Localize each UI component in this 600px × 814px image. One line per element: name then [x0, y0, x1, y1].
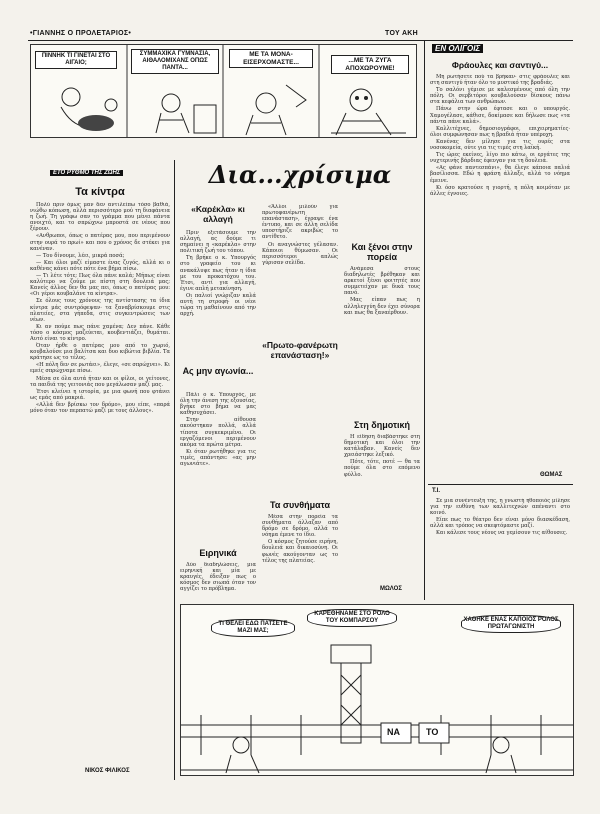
left-paragraph: Σε όλους τους χρόνους της αντίστασης τα ίδια κίντρα μάς συντρόφεψαν· τα ξαναβρίσκουμε στις πλατείες, στα γήπεδα, στις συγκεντρώσεις των νέων. — [30, 298, 170, 323]
center-paragraph: Πριν εξετάσουμε την αλλαγή, ας δούμε τι σημαίνει η «καρέκλα» στην πολιτική ζωή του τόπου. — [180, 230, 256, 255]
center-section4-title: Τα συνθήματα — [270, 500, 330, 510]
center-paragraph: Μας είπαν πως η αλληλεγγύη δεν έχει σύνορα και πως θα ξαναέρθουν. — [344, 297, 420, 316]
comic-panel1-bubble: ΠΙΝΝΗΚ ΤΙ ΓΙΝΕΤΑΙ ΣΤΟ ΑΙΓΑΙΟ; — [35, 51, 117, 69]
left-paragraph: — Τι λέτε τότε; Πως όλα πάνε καλά; Μήπως είναι καλύτερο να ζούμε με πίστη στη δουλειά μας; Κανείς άλλος δεν θα μας πει, όπως ο πατέρας μου: «Οι γέροι κουβαλάνε τα κίντρα». — [30, 273, 170, 298]
center-paragraph: Οι παλιοί γνώριζαν καλά αυτή τη στροφή· οι νέοι τώρα τη μαθαίνουν από την αρχή. — [180, 292, 256, 318]
right-box-paragraph: Σε μια συνέντευξη της, η γνωστή ηθοποιός μίλησε για την ευθύνη των καλλιτεχνών απέναντι στο κοινό. — [430, 498, 570, 517]
left-paragraph: Έτσι κλείνει η ιστορία, με μια φωνή που φτάνει ως εμάς από μακριά. — [30, 388, 170, 401]
right-paragraph: Τις ώρες εκείνες, λίγο πιο κάτω, οι εργάτες της νυχτερινής βάρδιας έφευγαν για τη δουλειά. — [430, 152, 570, 165]
right-column-label: ΕΝ ΟΛΙΓΟΙΣ — [432, 44, 483, 53]
masthead-rule — [28, 40, 573, 41]
cartoon-bubble-center: ΚΑΡΕΘΗΝΑΜΕ ΣΤΟ ΡΟΛΟ ΤΟΥ ΚΟΜΠΑΡΣΟΥ — [307, 609, 397, 627]
center-section2-text — [180, 392, 256, 542]
center-paragraph: Δύο διαδηλώσεις, μια ειρηνική και μία με κραυγές, έδειξαν πως ο κόσμος δεν σιωπά όταν τον αγγίζει το πρόβλημα. — [180, 562, 256, 593]
comic-panel3-bubble: ΜΕ ΤΑ ΜΟΝΑ-ΕΙΣΕΡΧΟΜΑΣΤΕ... — [229, 49, 313, 68]
cartoon-sign-right: ΤΟ — [426, 727, 439, 737]
right-paragraph: Το σαλόνι γέμισε με καλεσμένους από όλη την πόλη. Οι σερβιτόροι κουβαλούσαν δίσκους πάνω στα κεφάλια των ανθρώπων. — [430, 87, 570, 106]
center-section7-title: Στη δημοτική — [353, 420, 410, 430]
center-section5-title: Και ξένοι στην πορεία — [351, 242, 413, 262]
center-paragraph: Κι όταν ρωτήθηκε για τις τιμές, απάντησε: «ας μην αγωνιάτε». — [180, 448, 256, 468]
cartoon-bubble-left: ΤΙ ΘΕΛΕΙ ΕΔΩ ΠΑΤΣΕΤΕ ΜΑΖΙ ΜΑΣ; — [211, 619, 295, 637]
left-column-title: Τα κίντρα — [75, 186, 125, 198]
center-paragraph: Η είδηση διαβάστηκε στη δημοτική και όλοι την κατάλαβαν. Κανείς δεν χρειάστηκε λεξικό. — [344, 434, 420, 459]
center-section1-title: «Καρέκλα» κι αλλαγή — [191, 204, 245, 224]
center-paragraph: Στην αίθουσα ακούστηκαν πολλά, αλλά τίποτα συγκεκριμένο. Οι εργαζόμενοι περιμένουν ακόμα τα πρώτα μέτρα. — [180, 417, 256, 448]
center-section3-title: Ειρηνικά — [199, 548, 237, 558]
right-box-label: Τ.Ι. — [432, 488, 441, 494]
left-column-label: ΕΤΟ ΡΥΘΜΟ ΤΗΣ ΖΩΗΣ — [50, 170, 123, 176]
right-paragraph: Μη ρωτήσετε πού τα βρήκαν· στις φράουλες και στη σαντιγύ ήταν όλο το μυστικό της βραδιάς. — [430, 74, 570, 87]
masthead-right: ΤΟΥ ΑΚΗ — [385, 30, 419, 37]
comic-panel4-bubble: ...ΜΕ ΤΑ ΖΥΓΑ ΑΠΟΧΩΡΟΥΜΕ! — [331, 55, 409, 74]
right-paragraph: Κι όσο κρατούσε η γιορτή, η πόλη κοιμόταν με άλλες έγνοιες. — [430, 184, 570, 197]
right-paragraph: Καλλιτέχνες, δημοσιογράφοι, επιχειρηματίες· όλοι συμφώνησαν πως η βραδιά ήταν υπέροχη. — [430, 125, 570, 138]
center-section5-text — [344, 266, 420, 336]
right-column-text — [430, 74, 570, 474]
center-paragraph: Μέσα στην πορεία τα συνθήματα άλλαζαν από δρόμο σε δρόμο, αλλά το νόημα έμενε το ίδιο. — [262, 514, 338, 539]
center-paragraph: Οι αναγνώστες γέλασαν. Κάποιοι θύμωσαν. Οι περισσότεροι απλώς γύρισαν σελίδα. — [262, 241, 338, 266]
column-rule-right — [424, 40, 425, 600]
bottom-cartoon — [180, 604, 574, 776]
left-paragraph: — Και όλοι μαζί είμαστε ένας ζυγός, αλλά κι ο καθένας κάνει πότε πότε ένα βήμα πίσω. — [30, 259, 170, 272]
left-paragraph: Κι αν πούμε πως πάνε χαμένα; Δεν πάνε. Κάθε τόσο ο κόσμος μαζεύεται, κουβεντιάζει, θυμάται. Αυτό είναι το κίντρο. — [30, 323, 170, 342]
center-banner: Δια...χρίσιμα — [208, 160, 392, 189]
cartoon-bubble-right: ΧΑΘΗΚΕ ΕΝΑΣ ΚΑΠΟΙΟΣ ΡΟΛΟΣ ΠΡΩΤΑΓΩΝΙΣΤΗ — [461, 615, 561, 633]
center-paragraph: «Άλλοι μιλούν για πρωτοφανέρωτη επανάσταση», έγραψε ένα έντυπο, και σε άλλη σελίδα υποστήριζε ακριβώς το αντίθετο. — [262, 204, 338, 241]
left-column-text — [30, 202, 170, 764]
right-column-signature: ΘΩΜΑΣ — [540, 472, 563, 478]
left-paragraph: Πολύ πριν όμως μαν δεν αντιλείπω τόσο βαθιά, νιώθω κόπωση, αλλά περισσότερο μού τη διαφάνεια η ζωή. Τη γράφω σαν το γράμμα που μένει πάντα ανοιχτό, και το σπρώχνω μπροστά σε νέους που ξέρουν. — [30, 202, 170, 233]
comic-strip — [30, 44, 417, 138]
center-paragraph: Ανάμεσα στους διαδηλωτές βρέθηκαν και αρκετοί ξένοι φοιτητές που συμμετείχαν με δικά τους πανό. — [344, 266, 420, 297]
left-paragraph: — Του δίνουμε, λέει, μικρά ποσά; — [36, 252, 125, 259]
masthead-left: •ΓΙΑΝΝΗΣ Ο ΠΡΟΛΕΤΑΡΙΟΣ• — [30, 30, 132, 37]
right-column-title: Φράουλες και σαντιγύ... — [451, 60, 549, 70]
center-paragraph: Τη βρήκε ο κ. Υπουργός στο γραφείο του κι ανακάλυψε πως ήταν η ίδια με του προκατόχου του. Έτσι, αντί για αλλαγή, έγινε απλή μετακίνηση. — [180, 255, 256, 292]
left-paragraph: Όταν ήρθε ο πατέρας μου από το χωριό, κουβαλούσε μια βαλίτσα και δυο κιβώτια βιβλία. Τα κράτησε ως το τέλος. — [30, 343, 170, 362]
center-section4-text — [262, 514, 338, 604]
comic-panel2-bubble: ΣΥΜΜΑΧΙΚΑ ΓΥΜΝΑΣΙΑ, ΑΙΘΑΛΟΜΙΧΑΝΣ ΟΠΩΣ ΠΑΝΤΑ... — [131, 49, 219, 74]
column-rule-left — [174, 160, 175, 780]
left-column-signature: ΝΙΚΟΣ ΦΙΛΙΚΟΣ — [85, 768, 130, 774]
center-section6-title: «Πρωτο-φανέρωτη επανάσταση!» — [262, 340, 338, 360]
center-section3-text — [180, 562, 256, 602]
right-paragraph: «Ας φάνε παντεσπάνι», θα έλεγε κάποια παλιά βασίλισσα. Εδώ η φράση άλλαξε, αλλά το νόημα έμεινε. — [430, 165, 570, 184]
right-box-paragraph: Είπε πως το θέατρο δεν είναι μόνο διασκέδαση, αλλά και τρόπος να σκεφτόμαστε μαζί. — [430, 517, 570, 530]
left-paragraph: «Η πόλη δεν σε ρωτάει», έλεγε, «σε σπρώχνει». Κι εμείς σπρώχναμε πίσω. — [30, 362, 170, 375]
center-signature: ΜΩΛΟΣ — [380, 586, 402, 592]
center-section1-text — [180, 230, 256, 360]
center-paragraph: Ο κόσμος ζητούσε ειρήνη, δουλειά και δικαιοσύνη. Οι φωνές ακούγονταν ως το τέλος της πλατείας. — [262, 539, 338, 564]
center-column-b-text — [262, 204, 338, 404]
right-box-paragraph: Και κάλεσε τους νέους να γεμίσουν τις αίθουσες. — [436, 530, 568, 537]
center-paragraph: Πότε, τότε, ποτέ — θα τα πούμε όλα στο επόμενο φύλλο. — [344, 459, 420, 478]
left-paragraph: «Αλλά δεν βρίσκω τον δρόμο», μου είπε, «παρά μόνο όταν τον περπατώ μαζί με τους άλλους». — [30, 401, 170, 414]
center-section7-text — [344, 434, 420, 584]
right-paragraph: Πάνω στην ώρα έφτασε και ο υπουργός. Χαμογέλασε, κάθισε, δοκίμασε και δήλωσε πως «τα πάντα πάνε καλά». — [430, 106, 570, 125]
right-box-text — [430, 498, 570, 594]
cartoon-sign-left: ΝΑ — [387, 727, 400, 737]
right-box-rule — [428, 484, 573, 485]
center-section2-title: Ας μην αγωνία... — [182, 366, 254, 376]
right-paragraph: Κανένας δεν μίλησε για τις ουρές στα νοσοκομεία, ούτε για τις τιμές στη λαϊκή. — [430, 138, 570, 152]
left-paragraph: «Ανθρωποι, όπως ο πατέρας μου, που περιμένουν στην ουρά το πρωί» και που ο χρόνος δε στέκει για κανέναν. — [30, 233, 170, 252]
left-paragraph: Μέσα σε όλα αυτά ήταν και οι φίλοι, οι γείτονες, τα παιδιά της γειτονιάς που μεγάλωσαν μαζί μας. — [30, 375, 170, 388]
center-paragraph: Πάλι ο κ. Υπουργός, με όλη την άνεση της εξουσίας, βγήκε στο βήμα να μας καθησυχάσει. — [180, 392, 256, 417]
